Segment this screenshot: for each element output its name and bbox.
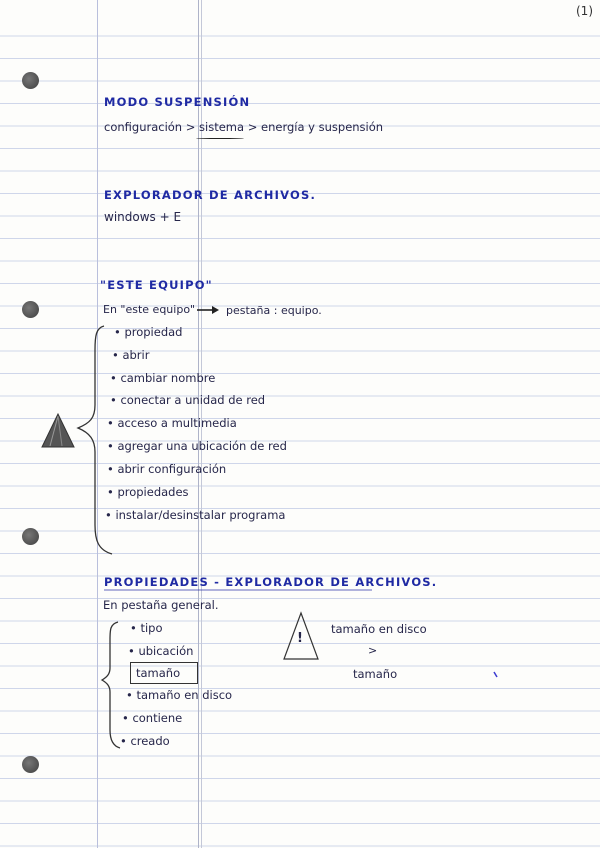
side-note: tamaño — [353, 667, 398, 681]
shortcut-text: windows + E — [104, 210, 182, 224]
side-note: > — [368, 644, 378, 657]
list-item: • ubicación — [128, 644, 194, 658]
list-item: • instalar/desinstalar programa — [105, 508, 286, 522]
list-item: • contiene — [122, 711, 183, 725]
warning-triangle-icon — [284, 613, 318, 659]
intro-text: pestaña : equipo. — [226, 304, 322, 317]
intro-text: En pestaña general. — [103, 598, 219, 612]
section-title: "ESTE EQUIPO" — [100, 278, 213, 292]
shaded-triangle-icon — [42, 414, 74, 447]
list-item: • cambiar nombre — [110, 371, 216, 385]
brace-icon — [102, 622, 120, 748]
list-item-boxed: tamaño — [136, 666, 181, 680]
side-note: tamaño en disco — [331, 622, 427, 636]
list-item: • abrir — [112, 348, 150, 362]
brace-icon — [78, 326, 112, 554]
list-item: • propiedades — [107, 485, 189, 499]
list-item: • propiedad — [114, 325, 183, 339]
intro-text: En "este equipo" — [103, 303, 196, 316]
warning-mark: ! — [297, 631, 303, 646]
section-title: MODO SUSPENSIÓN — [104, 95, 251, 109]
list-item: • acceso a multimedia — [107, 416, 237, 430]
section-title: PROPIEDADES - EXPLORADOR DE ARCHIVOS. — [104, 575, 438, 589]
section-title: EXPLORADOR DE ARCHIVOS. — [104, 188, 317, 202]
arrow-icon — [197, 306, 219, 314]
list-item: • tipo — [130, 621, 163, 635]
page-number: (1) — [576, 4, 593, 18]
list-item: • creado — [120, 734, 170, 748]
list-item: • conectar a unidad de red — [110, 393, 266, 407]
list-item: • agregar una ubicación de red — [107, 439, 287, 453]
list-item: • abrir configuración — [107, 462, 227, 476]
list-item: • tamaño en disco — [126, 688, 233, 702]
settings-path: configuración > sistema > energía y suspensión — [104, 120, 384, 134]
tick-mark — [494, 672, 497, 677]
